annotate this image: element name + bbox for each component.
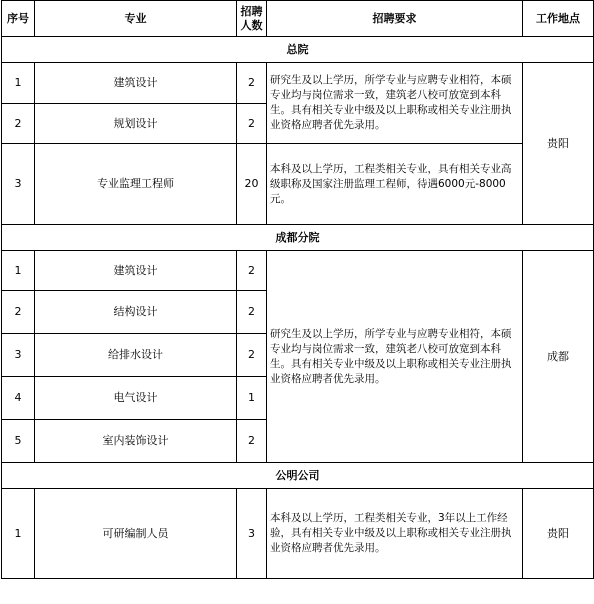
row-location: 贵阳 <box>523 63 594 225</box>
row-no: 2 <box>2 104 35 144</box>
recruitment-table <box>1 0 594 579</box>
row-no: 3 <box>2 144 35 225</box>
section-row-headquarters <box>2 37 594 63</box>
row-no: 5 <box>2 420 35 463</box>
header-major: 专业 <box>35 1 237 37</box>
section-title: 公明公司 <box>2 463 594 489</box>
row-count: 20 <box>237 144 267 225</box>
row-major: 室内装饰设计 <box>35 420 237 463</box>
table-row <box>2 251 594 291</box>
header-no: 序号 <box>2 1 35 37</box>
row-major: 结构设计 <box>35 291 237 334</box>
row-no: 1 <box>2 63 35 104</box>
row-location: 贵阳 <box>523 489 594 579</box>
row-requirements: 本科及以上学历，工程类相关专业，3年以上工作经验，具有相关专业中级及以上职称或相关专业注册执业资格应聘者优先录用。 <box>267 489 523 579</box>
row-major: 给排水设计 <box>35 334 237 377</box>
row-no: 1 <box>2 489 35 579</box>
section-row-gongming <box>2 463 594 489</box>
table-row <box>2 144 594 225</box>
row-no: 4 <box>2 377 35 420</box>
row-major: 规划设计 <box>35 104 237 144</box>
row-no: 1 <box>2 251 35 291</box>
row-location: 成都 <box>523 251 594 463</box>
row-major: 建筑设计 <box>35 251 237 291</box>
header-location: 工作地点 <box>523 1 594 37</box>
row-major: 专业监理工程师 <box>35 144 237 225</box>
section-row-chengdu <box>2 225 594 251</box>
row-count: 2 <box>237 420 267 463</box>
row-count: 2 <box>237 291 267 334</box>
row-requirements: 研究生及以上学历，所学专业与应聘专业相符，本硕专业均与岗位需求一致，建筑老八校可放宽到本科生。具有相关专业中级及以上职称或相关专业注册执业资格应聘者优先录用。 <box>267 63 523 144</box>
table-header-row <box>2 1 594 37</box>
row-count: 1 <box>237 377 267 420</box>
row-major: 电气设计 <box>35 377 237 420</box>
row-count: 2 <box>237 63 267 104</box>
row-requirements: 本科及以上学历，工程类相关专业，具有相关专业高级职称及国家注册监理工程师，待遇6000元-8000元。 <box>267 144 523 225</box>
row-count: 2 <box>237 334 267 377</box>
row-count: 3 <box>237 489 267 579</box>
header-requirements: 招聘要求 <box>267 1 523 37</box>
row-major: 可研编制人员 <box>35 489 237 579</box>
header-count: 招聘人数 <box>237 1 267 37</box>
table-row <box>2 489 594 579</box>
section-title: 总院 <box>2 37 594 63</box>
row-no: 2 <box>2 291 35 334</box>
section-title: 成都分院 <box>2 225 594 251</box>
row-no: 3 <box>2 334 35 377</box>
row-count: 2 <box>237 251 267 291</box>
row-requirements: 研究生及以上学历，所学专业与应聘专业相符，本硕专业均与岗位需求一致，建筑老八校可放宽到本科生。具有相关专业中级及以上职称或相关专业注册执业资格应聘者优先录用。 <box>267 251 523 463</box>
table-row <box>2 63 594 104</box>
row-count: 2 <box>237 104 267 144</box>
row-major: 建筑设计 <box>35 63 237 104</box>
